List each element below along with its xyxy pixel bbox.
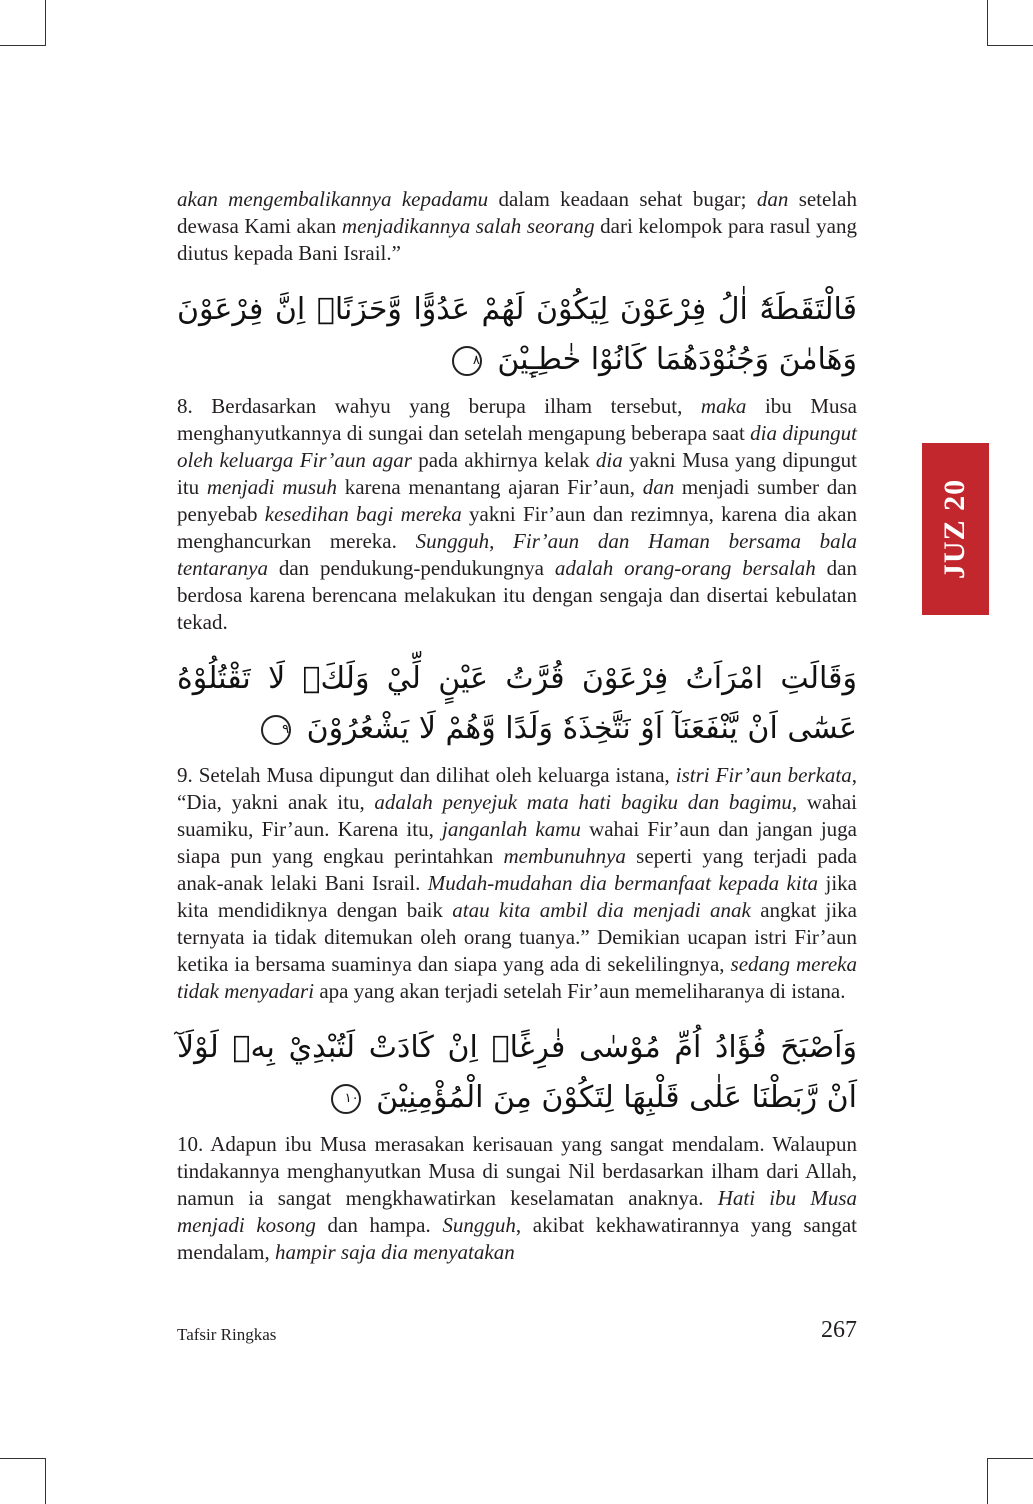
page-body — [177, 186, 857, 1266]
emphasis: membunuhnya — [503, 844, 626, 868]
emphasis: akan mengembalikannya kepadamu — [177, 187, 489, 211]
text: 8. Berdasarkan wahyu yang berupa ilham tersebut, — [177, 394, 701, 418]
text: seperti yang terjadi pada anak-anak lelaki Bani Israil. — [177, 844, 857, 895]
text: apa yang akan terjadi setelah Fir’aun memeliharanya di istana. — [314, 979, 846, 1003]
page-number: 267 — [821, 1317, 857, 1343]
emphasis: adalah orang-orang bersalah — [554, 556, 816, 580]
crop-mark — [45, 0, 46, 46]
emphasis: sedang mereka tidak menyadari — [177, 952, 858, 1003]
text: menjadi sumber dan penyebab — [177, 475, 858, 526]
text: yakni Fir’aun dan rezimnya, karena dia akan menghancurkan mereka. — [177, 502, 858, 553]
text: yakni Musa yang dipungut itu — [177, 448, 858, 499]
ayah-number-marker: ٩ — [261, 715, 291, 745]
emphasis: dia — [595, 448, 623, 472]
juz-label: JUZ 20 — [938, 478, 972, 580]
text: dan pendukung-pendukungnya — [267, 556, 555, 580]
crop-mark — [0, 45, 46, 46]
emphasis: dan — [756, 187, 789, 211]
ayah-number-marker: ٨ — [452, 346, 482, 376]
emphasis: maka — [700, 394, 747, 418]
verse-8-arabic — [177, 285, 857, 385]
text: wahai Fir’aun dan jangan juga siapa pun yang engkau perintahkan — [177, 817, 857, 868]
emphasis: istri Fir’aun berkata — [675, 763, 852, 787]
verse-text: وَاَصْبَحَ فُؤَادُ اُمِّ مُوْسٰى فٰرِغًاۗ اِنْ كَادَتْ لَتُبْدِيْ بِهٖ لَوْلَآ اَنْ رَّبَطْنَا عَلٰى قَلْبِهَا لِتَكُوْنَ مِنَ الْمُؤْمِنِيْنَ — [177, 1030, 857, 1115]
emphasis: hampir saja dia menyatakan — [274, 1240, 515, 1264]
text: jika kita mendidiknya dengan baik — [177, 871, 858, 922]
text: dalam keadaan sehat bugar; — [488, 187, 757, 211]
emphasis: dan — [642, 475, 675, 499]
text: setelah dewasa Kami akan — [177, 187, 857, 238]
crop-mark — [987, 1458, 988, 1504]
emphasis: menjadikannya salah seorang — [341, 214, 595, 238]
text: angkat jika ternyata ia tidak ditemukan oleh orang tuanya.” Demikian ucapan istri Fir’aun ketika ia bersama suaminya dan siapa yang ada di sekelilingnya, — [177, 898, 857, 976]
emphasis: Hati ibu Musa menjadi kosong — [177, 1186, 857, 1237]
text: dan hampa. — [315, 1213, 443, 1237]
emphasis: kesedihan bagi mereka — [264, 502, 462, 526]
emphasis: Sungguh — [442, 1213, 516, 1237]
crop-mark — [987, 0, 988, 46]
emphasis: Sungguh, Fir’aun dan Haman bersama bala tentaranya — [177, 529, 857, 580]
text: 9. Setelah Musa dipungut dan dilihat oleh keluarga istana, — [177, 763, 676, 787]
ayah-number-marker: ١٠ — [331, 1084, 361, 1114]
text: dan berdosa karena berencana melakukan itu dengan sengaja dan disertai kebulatan tekad. — [177, 556, 857, 634]
text: dari kelompok para rasul yang diutus kepada Bani Israil.” — [177, 214, 857, 265]
text: pada akhirnya kelak — [411, 448, 596, 472]
emphasis: atau kita ambil dia menjadi anak — [452, 898, 751, 922]
tafsir-paragraph-10 — [177, 1131, 857, 1266]
crop-mark — [0, 1458, 46, 1459]
emphasis: adalah penyejuk mata hati bagiku dan bagimu, — [374, 790, 798, 814]
juz-tab — [922, 443, 989, 615]
emphasis: dia dipungut oleh keluarga Fir’aun agar — [177, 421, 857, 472]
text: wahai suamiku, Fir’aun. Karena itu, — [177, 790, 857, 841]
verse-text: وَقَالَتِ امْرَاَتُ فِرْعَوْنَ قُرَّتُ عَيْنٍ لِّيْ وَلَكَۗ لَا تَقْتُلُوْهُ عَسٰٓى اَنْ يَّنْفَعَنَآ اَوْ نَتَّخِذَهٗ وَلَدًا وَّهُمْ لَا يَشْعُرُوْنَ — [177, 661, 857, 746]
text: , “Dia, yakni anak itu, — [177, 763, 857, 814]
text: 10. Adapun ibu Musa merasakan kerisauan yang sangat mendalam. Walaupun tindakannya menghanyutkan Musa di sungai Nil berdasarkan ilham dari Allah, namun ia sangat mengkhawatirkan keselamatan anaknya. — [177, 1132, 857, 1210]
emphasis: janganlah kamu — [442, 817, 581, 841]
tafsir-paragraph-8 — [177, 393, 857, 636]
text: ibu Musa menghanyutkannya di sungai dan setelah mengapung beberapa saat — [177, 394, 857, 445]
tafsir-paragraph-continuation — [177, 186, 857, 267]
footer-book-title: Tafsir Ringkas — [177, 1325, 277, 1344]
verse-text: فَالْتَقَطَهٗٓ اٰلُ فِرْعَوْنَ لِيَكُوْنَ لَهُمْ عَدُوًّا وَّحَزَنًاۗ اِنَّ فِرْعَوْنَ وَهَامٰنَ وَجُنُوْدَهُمَا كَانُوْا خٰطِـِٕيْنَ — [177, 292, 857, 377]
verse-9-arabic — [177, 654, 857, 754]
tafsir-paragraph-9 — [177, 762, 857, 1005]
emphasis: Mudah-mudahan dia bermanfaat kepada kita — [427, 871, 819, 895]
crop-mark — [987, 1458, 1033, 1459]
emphasis: menjadi musuh — [206, 475, 338, 499]
text: karena menantang ajaran Fir’aun, — [337, 475, 643, 499]
verse-10-arabic — [177, 1023, 857, 1123]
text: , akibat kekhawatirannya yang sangat mendalam, — [177, 1213, 858, 1264]
crop-mark — [45, 1458, 46, 1504]
crop-mark — [987, 45, 1033, 46]
